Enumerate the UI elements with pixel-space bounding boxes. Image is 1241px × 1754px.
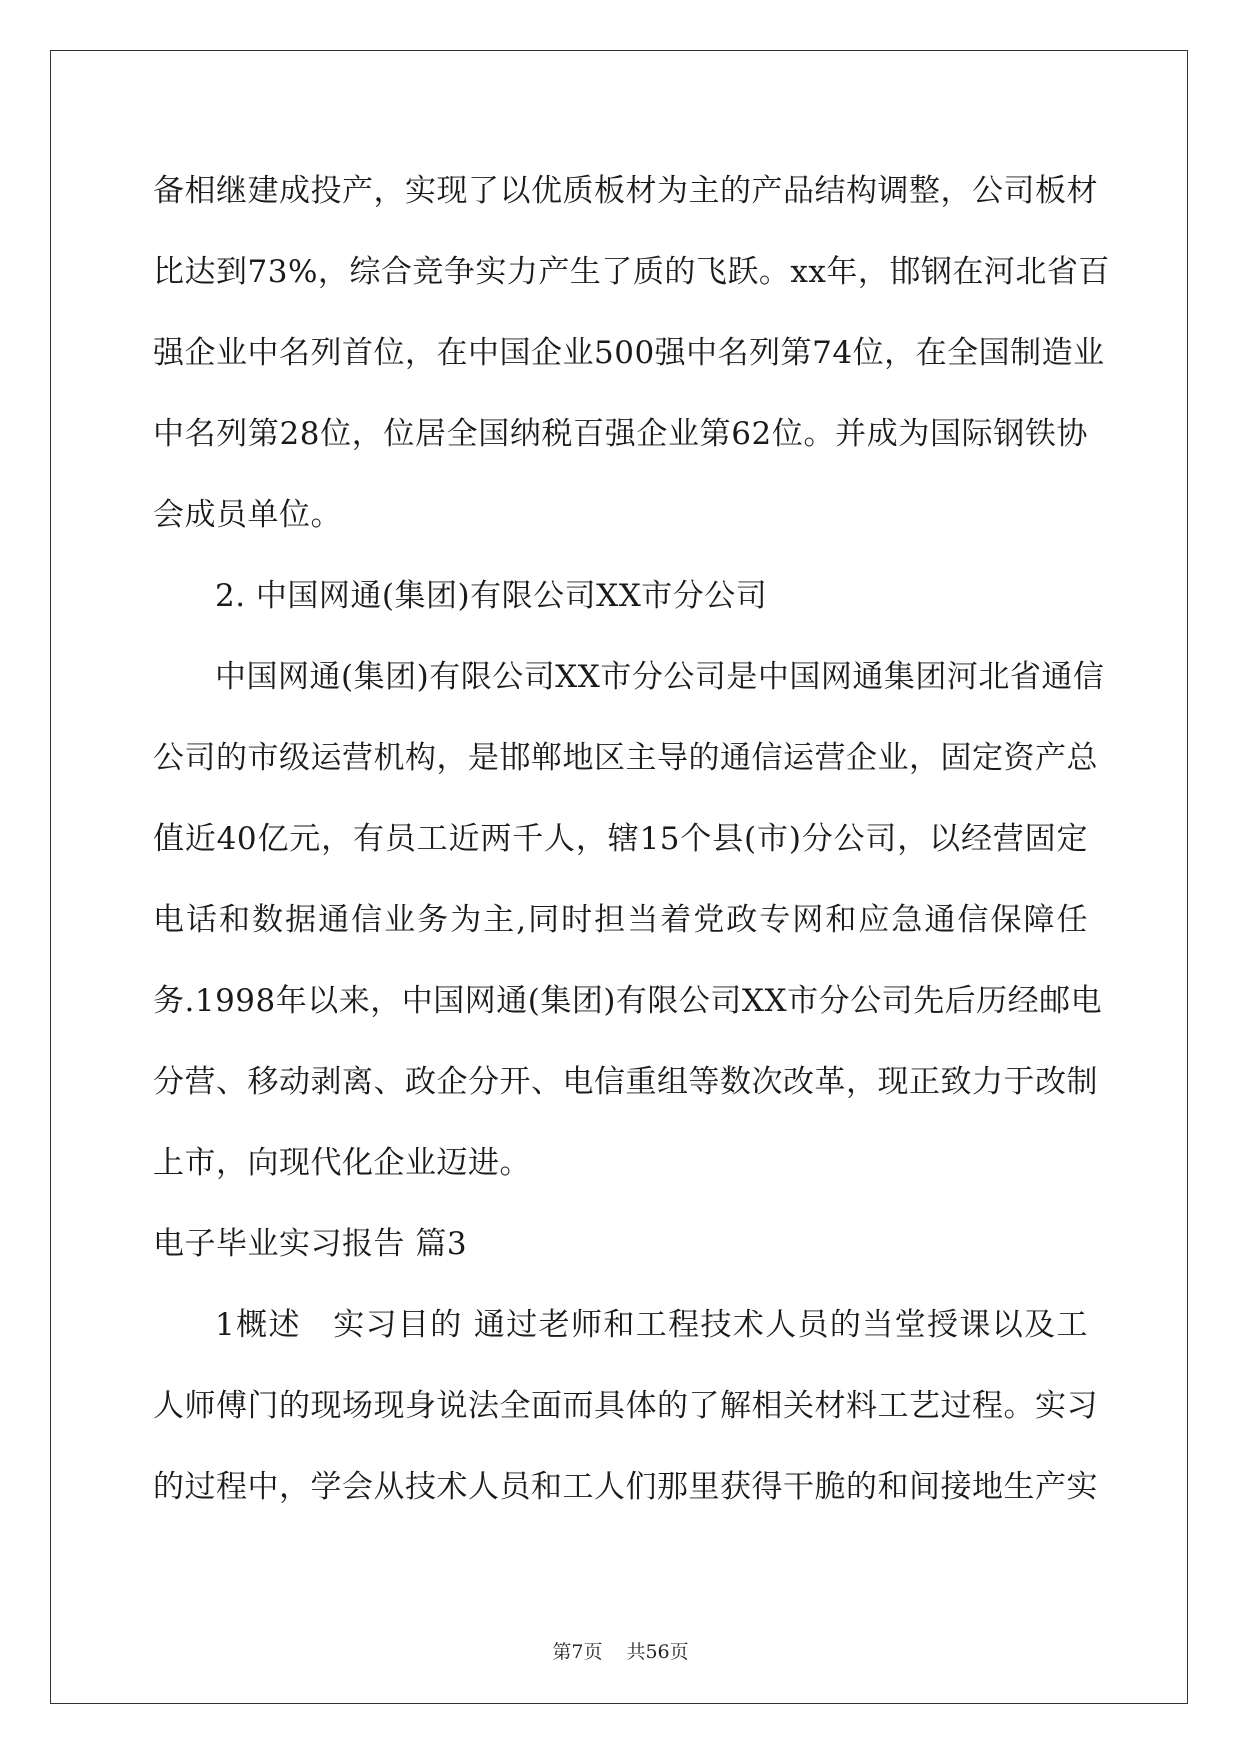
body-line: 中名列第28位，位居全国纳税百强企业第62位。并成为国际钢铁协 <box>153 416 1088 452</box>
body-line: 的过程中，学会从技术人员和工人们那里获得干脆的和间接地生产实 <box>153 1469 1098 1505</box>
body-line: 中国网通(集团)有限公司XX市分公司是中国网通集团河北省通信 <box>215 659 1105 695</box>
chapter-title: 电子毕业实习报告 篇3 <box>153 1226 468 1262</box>
body-line: 电话和数据通信业务为主,同时担当着党政专网和应急通信保障任 <box>153 902 1088 938</box>
body-line: 值近40亿元，有员工近两千人，辖15个县(市)分公司，以经营固定 <box>153 821 1088 857</box>
body-line: 公司的市级运营机构，是邯郸地区主导的通信运营企业，固定资产总 <box>153 740 1098 776</box>
body-line: 1概述 实习目的 通过老师和工程技术人员的当堂授课以及工 <box>215 1307 1088 1343</box>
body-line: 务.1998年以来，中国网通(集团)有限公司XX市分公司先后历经邮电 <box>153 983 1103 1019</box>
page-number: 第7页 <box>552 1641 603 1663</box>
body-line: 人师傅门的现场现身说法全面而具体的了解相关材料工艺过程。实习 <box>153 1388 1098 1424</box>
page-total: 共56页 <box>626 1641 689 1663</box>
body-line: 会成员单位。 <box>153 497 342 533</box>
body-line: 强企业中名列首位，在中国企业500强中名列第74位，在全国制造业 <box>153 335 1105 371</box>
body-line: 比达到73%，综合竞争实力产生了质的飞跃。xx年，邯钢在河北省百 <box>153 254 1110 290</box>
body-line: 备相继建成投产，实现了以优质板材为主的产品结构调整，公司板材 <box>153 173 1098 209</box>
body-line: 上市，向现代化企业迈进。 <box>153 1145 531 1181</box>
section-heading: 2. 中国网通(集团)有限公司XX市分公司 <box>215 578 768 614</box>
document-body <box>153 165 1110 1542</box>
page-footer <box>0 1637 1241 1664</box>
body-line: 分营、移动剥离、政企分开、电信重组等数次改革，现正致力于改制 <box>153 1064 1098 1100</box>
